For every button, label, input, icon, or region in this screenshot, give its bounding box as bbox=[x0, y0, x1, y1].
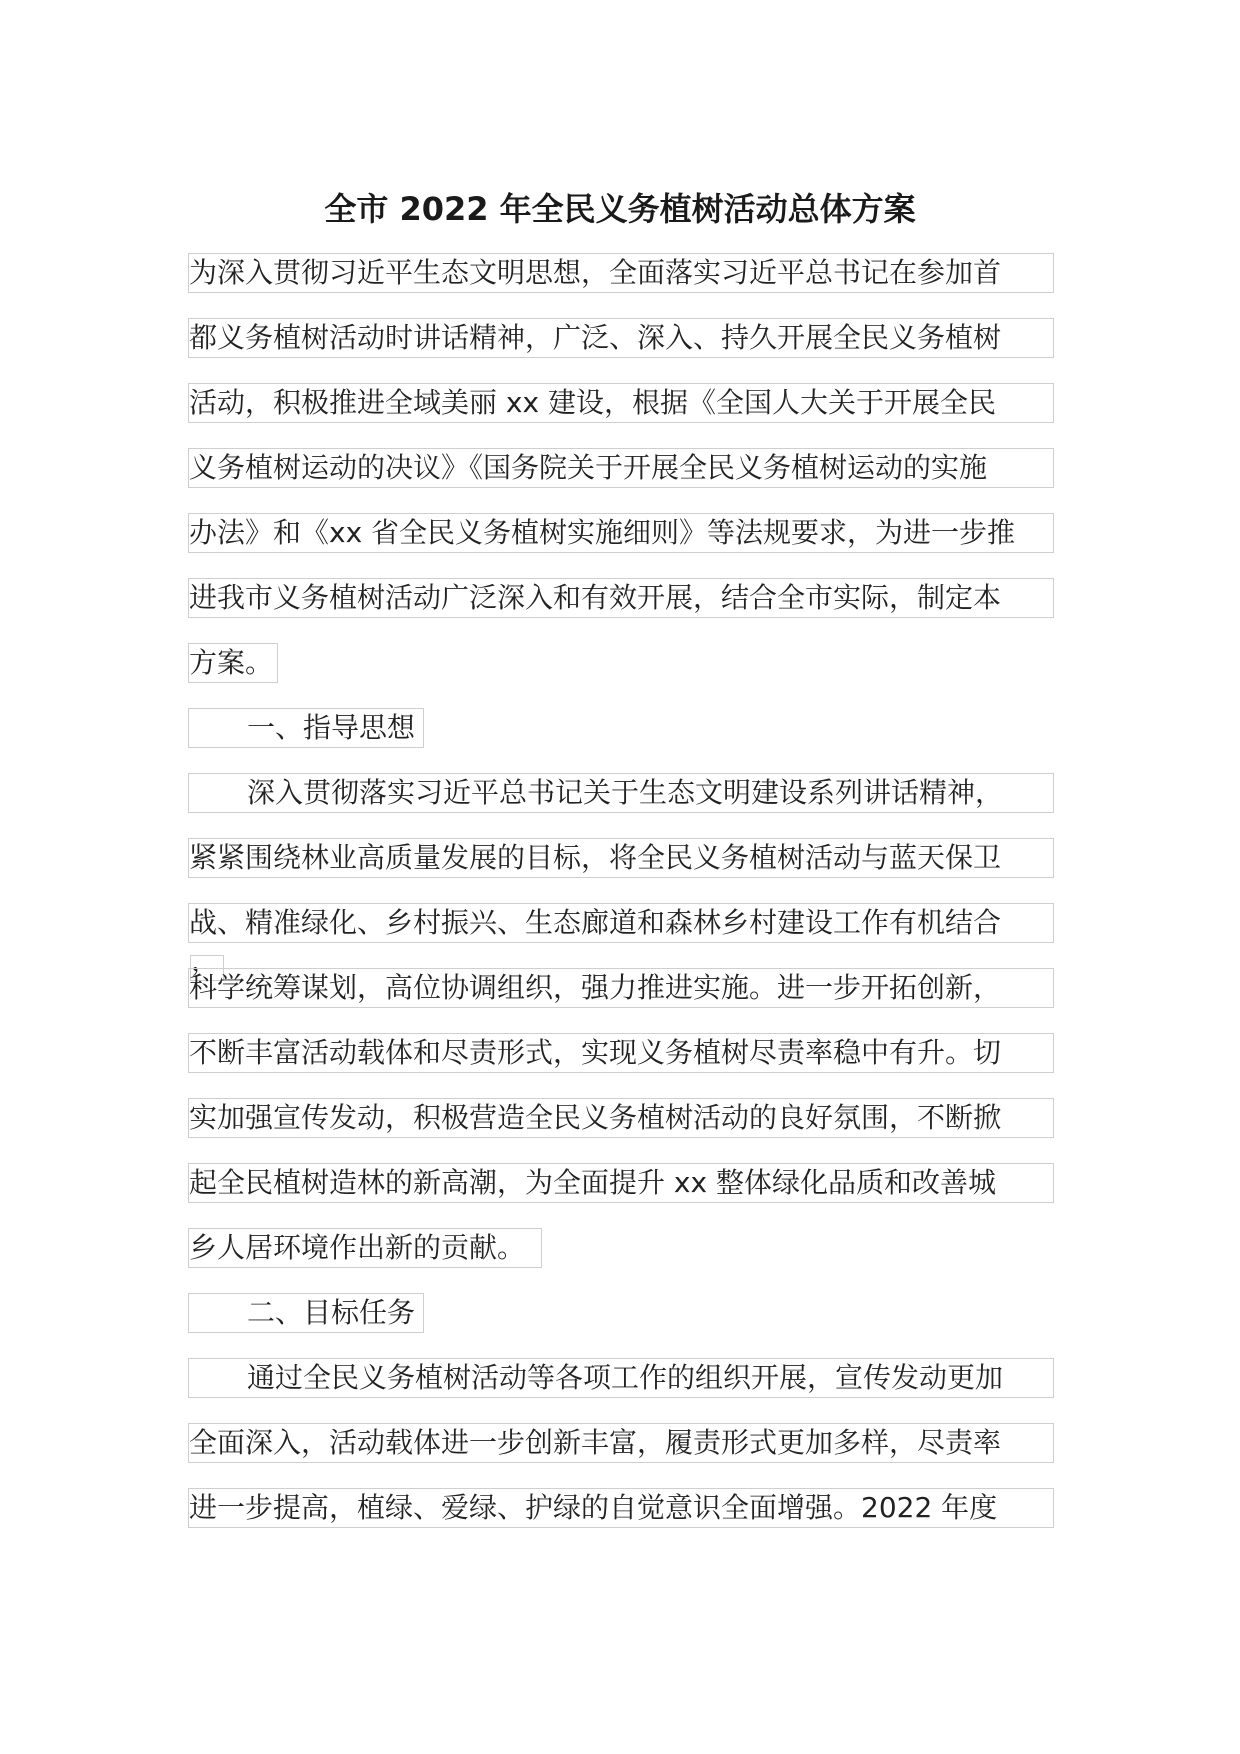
text-line: 办法》和《xx 省全民义务植树实施细则》等法规要求，为进一步推 bbox=[188, 513, 1054, 553]
text-line: 进一步提高，植绿、爱绿、护绿的自觉意识全面增强。2022 年度 bbox=[188, 1488, 1054, 1528]
text-line: 全面深入，活动载体进一步创新丰富，履责形式更加多样，尽责率 bbox=[188, 1423, 1054, 1463]
document-title: 全市 2022 年全民义务植树活动总体方案 bbox=[324, 190, 916, 228]
section1-line bbox=[188, 968, 1088, 1033]
section1-line bbox=[188, 1228, 1088, 1293]
section2-line bbox=[188, 1358, 1088, 1423]
text-line: 紧紧围绕林业高质量发展的目标，将全民义务植树活动与蓝天保卫 bbox=[188, 838, 1054, 878]
section1-line bbox=[188, 773, 1088, 838]
section1-line bbox=[188, 838, 1088, 903]
section2-line bbox=[188, 1423, 1088, 1488]
intro-line bbox=[188, 513, 1088, 578]
section1-line bbox=[188, 903, 1088, 977]
section1-line bbox=[188, 1098, 1088, 1163]
text-line: 方案。 bbox=[188, 643, 278, 683]
text-line: 通过全民义务植树活动等各项工作的组织开展，宣传发动更加 bbox=[188, 1358, 1054, 1398]
text-line: 起全民植树造林的新高潮，为全面提升 xx 整体绿化品质和改善城 bbox=[188, 1163, 1054, 1203]
section-heading-row bbox=[188, 1293, 1088, 1358]
text-line: 实加强宣传发动，积极营造全民义务植树活动的良好氛围，不断掀 bbox=[188, 1098, 1054, 1138]
text-line: 不断丰富活动载体和尽责形式，实现义务植树尽责率稳中有升。切 bbox=[188, 1033, 1054, 1073]
section2-line bbox=[188, 1488, 1088, 1553]
intro-line bbox=[188, 318, 1088, 383]
section1-line bbox=[188, 1033, 1088, 1098]
intro-line bbox=[188, 578, 1088, 643]
section1-line bbox=[188, 1163, 1088, 1228]
text-line: 乡人居环境作出新的贡献。 bbox=[188, 1228, 542, 1268]
intro-line bbox=[188, 253, 1088, 318]
section-heading-row bbox=[188, 708, 1088, 773]
text-line: 进我市义务植树活动广泛深入和有效开展，结合全市实际，制定本 bbox=[188, 578, 1054, 618]
intro-line bbox=[188, 448, 1088, 513]
text-line: 战、精准绿化、乡村振兴、生态廊道和森林乡村建设工作有机结合 bbox=[188, 903, 1054, 943]
punctuation-box: ， bbox=[190, 955, 224, 981]
text-line: 为深入贯彻习近平生态文明思想，全面落实习近平总书记在参加首 bbox=[188, 253, 1054, 293]
text-line: 深入贯彻落实习近平总书记关于生态文明建设系列讲话精神， bbox=[188, 773, 1054, 813]
section-heading: 二、目标任务 bbox=[188, 1293, 424, 1333]
section-heading: 一、指导思想 bbox=[188, 708, 424, 748]
text-line: 活动，积极推进全域美丽 xx 建设，根据《全国人大关于开展全民 bbox=[188, 383, 1054, 423]
intro-line bbox=[188, 643, 1088, 708]
text-line: 义务植树运动的决议》《国务院关于开展全民义务植树运动的实施 bbox=[188, 448, 1054, 488]
document-body bbox=[188, 253, 1088, 1553]
text-line: 科学统筹谋划，高位协调组织，强力推进实施。进一步开拓创新， bbox=[188, 968, 1054, 1008]
text-line: 都义务植树活动时讲话精神，广泛、深入、持久开展全民义务植树 bbox=[188, 318, 1054, 358]
intro-line bbox=[188, 383, 1088, 448]
